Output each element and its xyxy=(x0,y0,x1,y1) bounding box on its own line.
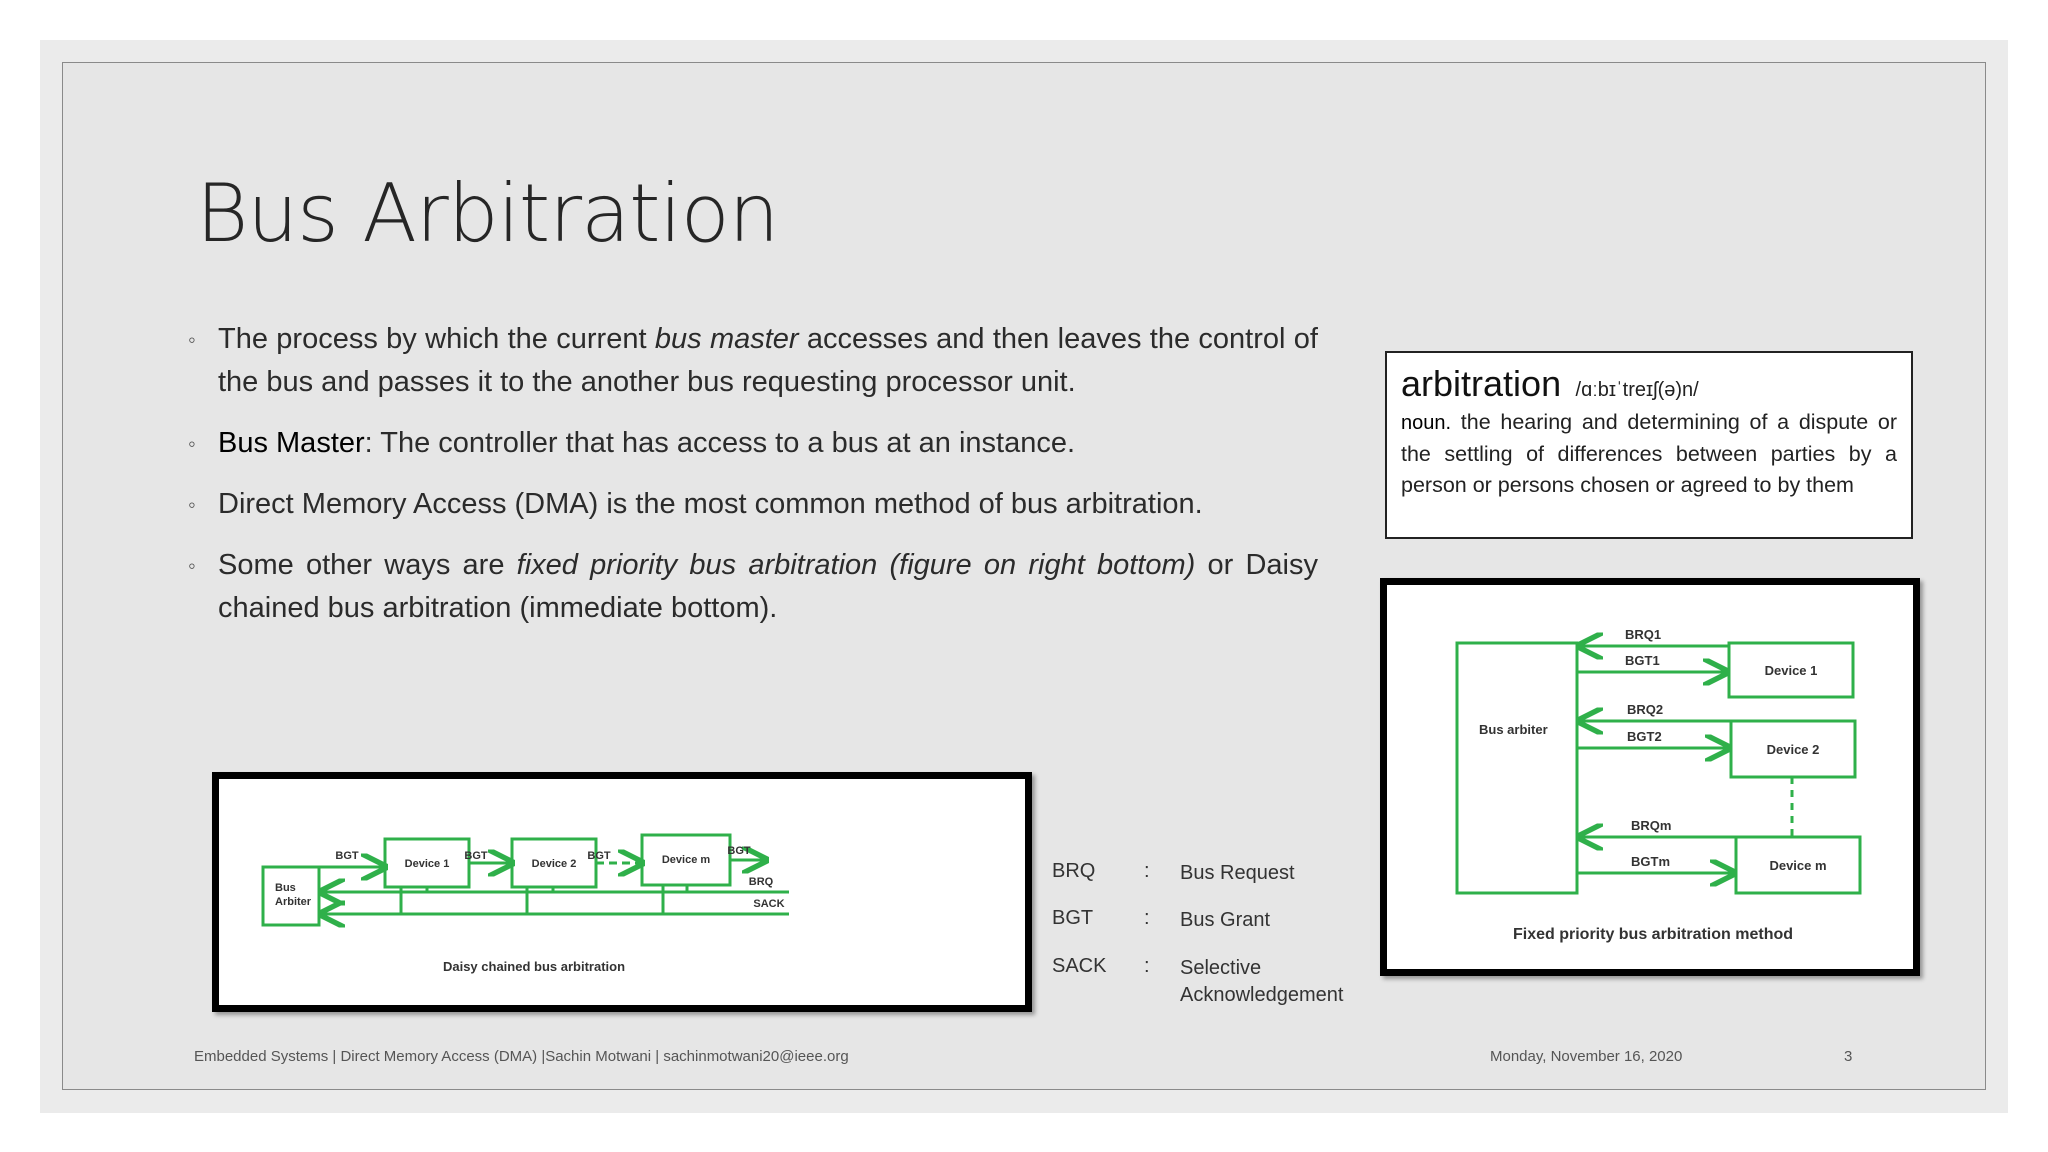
footer-date: Monday, November 16, 2020 xyxy=(1490,1048,1683,1065)
bgt-label: BGT xyxy=(335,850,359,862)
bullet-item xyxy=(188,544,1318,630)
legend-colon: : xyxy=(1144,907,1150,929)
legend-abbreviation: BRQ xyxy=(1052,860,1096,882)
bus-arbiter-box xyxy=(1457,643,1577,893)
daisy-chain-figure xyxy=(212,772,1032,1012)
bullet-marker-icon: ◦ xyxy=(188,431,196,456)
legend-description: Selective Acknowledgement xyxy=(1180,957,1344,1006)
fixed-priority-diagram xyxy=(1387,585,1913,969)
bullet-term: Bus Master xyxy=(218,427,365,459)
device-m-label: Device m xyxy=(1769,858,1827,873)
bgt1-label: BGT1 xyxy=(1625,653,1660,668)
bullet-text: Some other ways are xyxy=(218,549,517,581)
footer-text: Embedded Systems | Direct Memory Access (DMA) |Sachin Motwani | sachinmotwani20@ieee.org xyxy=(194,1048,849,1065)
bullet-text: accesses and then leaves the control of the bus and passes it to the another bus requesting processor unit. xyxy=(218,323,1318,398)
legend-abbreviation: SACK xyxy=(1052,955,1107,977)
daisy-chain-diagram xyxy=(219,779,1025,1005)
definition-body: the hearing and determining of a dispute or the settling of differences between parties by a person or persons chosen or agreed to by them xyxy=(1401,410,1897,497)
brq1-label: BRQ1 xyxy=(1625,627,1662,642)
legend-description: Bus Request xyxy=(1180,862,1295,884)
bullet-item xyxy=(188,318,1318,404)
device-1-label: Device 1 xyxy=(1764,663,1818,678)
definition-box xyxy=(1385,351,1913,539)
device-1-label: Device 1 xyxy=(404,858,450,870)
bullet-text: The process by which the current xyxy=(218,323,655,355)
bullet-emphasis: bus master xyxy=(654,323,799,355)
brq-label: BRQ xyxy=(748,876,774,888)
bgt-label: BGT xyxy=(587,850,611,862)
bullet-list xyxy=(188,318,1318,648)
daisy-chain-caption: Daisy chained bus arbitration xyxy=(442,959,626,974)
definition-part-of-speech: noun. xyxy=(1401,412,1452,434)
bullet-item xyxy=(188,483,1318,526)
slide-number: 3 xyxy=(1844,1048,1853,1065)
legend-colon: : xyxy=(1144,955,1150,977)
bullet-text: Direct Memory Access (DMA) is the most common method of bus arbitration. xyxy=(218,488,1203,520)
bullet-marker-icon: ◦ xyxy=(188,327,196,352)
bullet-item xyxy=(188,422,1318,465)
sack-label: SACK xyxy=(753,898,785,910)
bgt2-label: BGT2 xyxy=(1627,729,1662,744)
bullet-emphasis: fixed priority bus arbitration (figure on right bottom) xyxy=(516,549,1196,581)
legend-abbreviation: BGT xyxy=(1052,907,1094,929)
arbiter-label: Bus arbiter xyxy=(1479,722,1548,737)
bullet-text: or Daisy chained bus arbitration (immediate bottom). xyxy=(218,549,1318,624)
bullet-text: : The controller that has access to a bus at an instance. xyxy=(364,427,1076,459)
legend-colon: : xyxy=(1144,860,1150,882)
arbiter-label: Bus Arbiter xyxy=(275,882,312,908)
bullet-marker-icon: ◦ xyxy=(188,492,196,517)
device-2-label: Device 2 xyxy=(1766,742,1820,757)
device-2-label: Device 2 xyxy=(531,858,577,870)
fixed-priority-figure xyxy=(1380,578,1920,976)
brqm-label: BRQm xyxy=(1631,818,1672,833)
brq2-label: BRQ2 xyxy=(1627,702,1664,717)
definition-pronunciation: /ɑːbɪˈtreɪʃ(ə)n/ xyxy=(1575,379,1699,401)
legend-description: Bus Grant xyxy=(1180,909,1271,931)
bgt-label: BGT xyxy=(727,845,751,857)
bgt-label: BGT xyxy=(464,850,488,862)
fixed-priority-caption: Fixed priority bus arbitration method xyxy=(1512,926,1794,943)
device-m-label: Device m xyxy=(661,854,711,866)
definition-text xyxy=(1401,407,1897,501)
slide-title: Bus Arbitration xyxy=(196,167,779,260)
bullet-marker-icon: ◦ xyxy=(188,553,196,578)
definition-word: arbitration xyxy=(1401,363,1562,404)
bgtm-label: BGTm xyxy=(1631,854,1670,869)
